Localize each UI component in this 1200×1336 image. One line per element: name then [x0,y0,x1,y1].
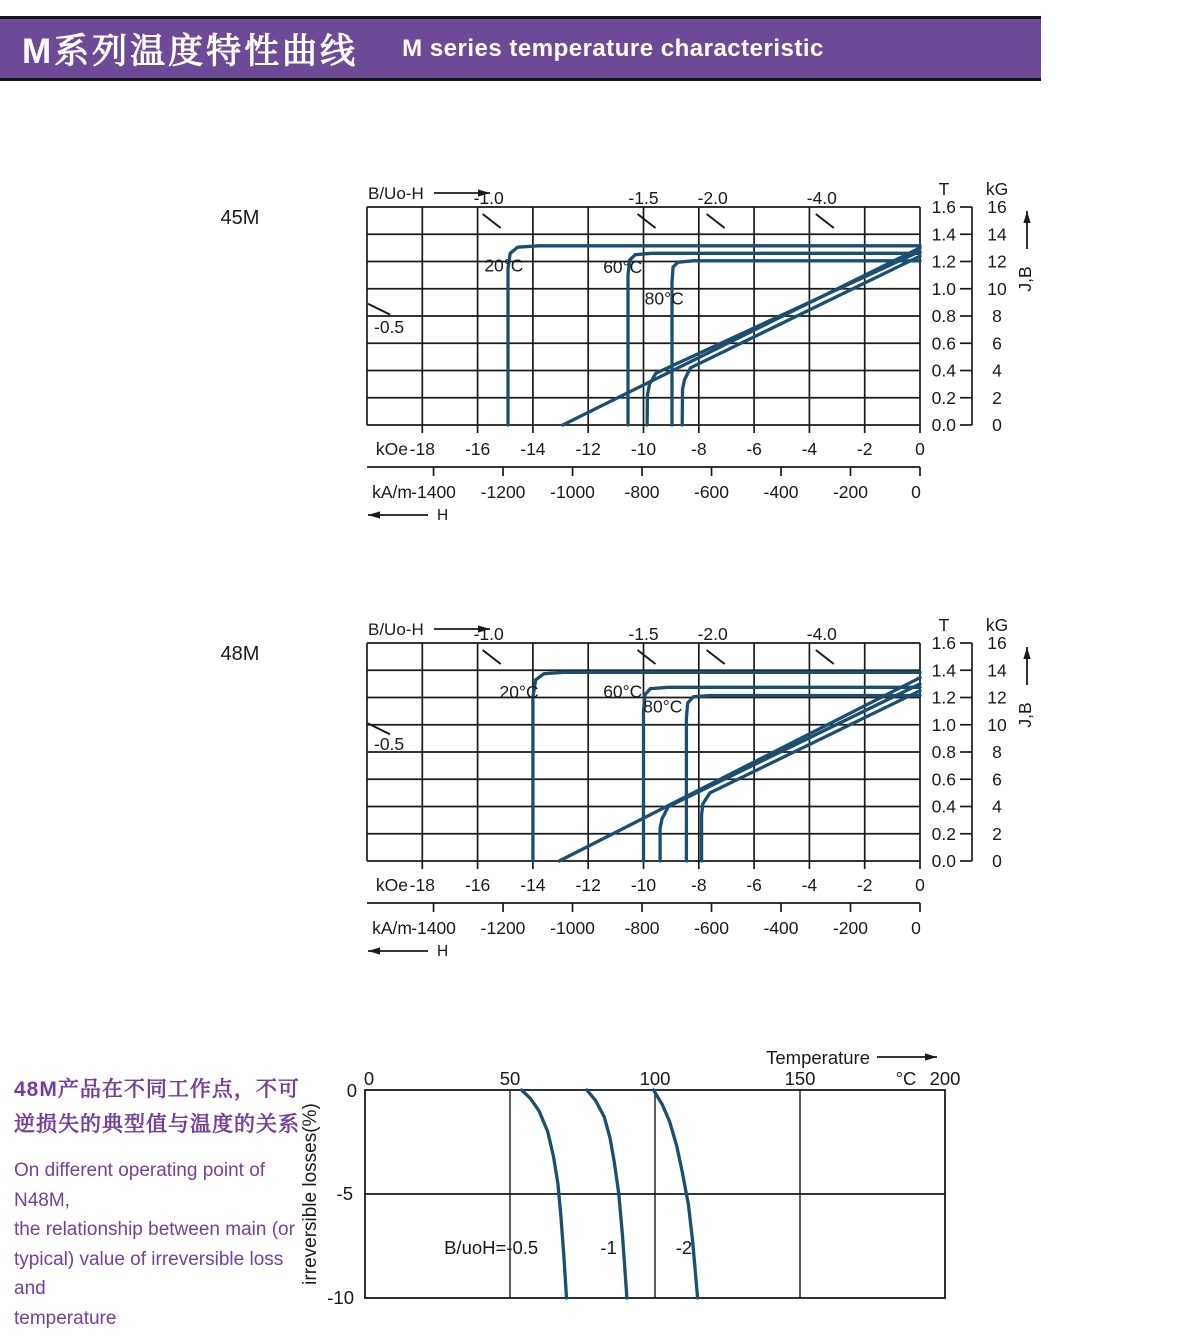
y-tick-T: 1.4 [931,224,956,245]
h-axis-label: H [437,943,449,960]
y-tick-kG: 2 [992,387,1002,408]
x-unit-secondary: kA/m [372,918,412,938]
y-tick-kG: 10 [987,714,1007,735]
y-tick-kG: 14 [987,224,1007,245]
y-tick-label: -10 [327,1287,354,1308]
y-tick-T: 0.0 [931,415,956,435]
y-unit-T: T [938,179,950,199]
y-tick-T: 0.0 [931,851,956,871]
load-line-label: -2.0 [697,624,728,644]
chart-demag-48M [180,600,1060,970]
x-unit-secondary: kA/m [372,482,412,502]
chart-title: 45M [220,207,260,229]
x-tick-label: -12 [575,875,601,895]
x-tick-label: -14 [520,439,546,459]
x-tick-label: -18 [409,439,435,459]
y-tick-kG: 0 [992,851,1002,871]
x-tick-secondary-label: -600 [694,918,730,938]
load-line-tick [483,650,501,664]
curve-label: 60°C [603,256,643,277]
x-tick-secondary-label: -200 [832,482,869,502]
x-tick-label: -12 [575,439,601,459]
load-line-label: -0.5 [374,733,405,754]
y-tick-kG: 16 [987,633,1007,653]
curve-label: 20°C [499,682,539,703]
y-tick-kG: 2 [992,823,1002,844]
y-tick-kG: 0 [992,415,1002,435]
jb-axis-label: J,B [1015,702,1035,728]
load-line-tick [638,650,656,664]
curve-label: 80°C [643,696,683,717]
plot-grid [367,207,920,425]
h-axis-label: H [437,507,449,524]
y-tick-kG: 12 [987,251,1007,272]
y-unit-kG: kG [985,615,1009,635]
jb-axis-arrow-head [1023,211,1030,223]
x-tick-secondary-label: 0 [911,482,921,502]
load-line-tick [483,214,501,228]
y-tick-T: 1.0 [931,714,956,735]
x-tick-label: -16 [464,439,491,459]
y-tick-T: 1.2 [931,687,956,708]
y-tick-kG: 4 [992,360,1002,381]
y-tick-kG: 16 [987,197,1007,217]
temperature-axis-label: Temperature [766,1047,870,1068]
x-tick-secondary-label: -1200 [480,918,526,938]
y-tick-T: 1.0 [931,278,956,299]
y-tick-label: -5 [336,1183,353,1204]
x-unit-primary: kOe [375,875,408,895]
y-tick-kG: 6 [992,333,1002,354]
y-axis-title: irreversible losses(%) [300,1103,321,1285]
x-tick-label: 200 [929,1068,961,1089]
temperature-axis-arrow-head [925,1053,937,1060]
curve-label: 80°C [644,288,684,309]
caption-english-line1: On different operating point of N48M, [14,1160,266,1211]
caption-english-line3: typical) value of irreversible loss and [14,1248,284,1299]
top-axis-label: B/Uo-H [368,184,424,203]
y-tick-T: 0.4 [931,360,956,381]
x-tick-secondary-label: -200 [832,918,869,938]
load-line-label: -1.0 [473,188,504,208]
load-line-tick [816,650,834,664]
loss-curve-label: B/uoH=-0.5 [444,1237,539,1259]
x-tick-secondary-label: -1400 [411,918,456,938]
caption-chinese-line1: 48M产品在不同工作点，不可 [14,1078,300,1101]
x-tick-label: -18 [409,875,435,895]
chart-title: 48M [220,643,260,665]
load-line-label: -1.5 [628,188,659,208]
load-line-tick [707,214,725,228]
load-line-tick [638,214,656,228]
y-unit-T: T [938,615,950,635]
load-line-label: -4.0 [806,188,837,208]
caption-english [14,1156,314,1333]
y-tick-T: 1.6 [931,633,956,653]
x-tick-secondary-label: 0 [911,918,921,938]
x-tick-label: 0 [915,439,925,459]
x-tick-label: -4 [801,875,818,895]
x-tick-label: 50 [499,1068,521,1089]
y-tick-kG: 8 [992,742,1002,762]
load-line-label: -1.0 [473,624,504,644]
x-unit-primary: kOe [375,439,408,459]
load-line-label: -2.0 [697,188,728,208]
loss-curve-label: -1 [600,1237,617,1259]
chart-irreversible-loss [280,1040,980,1330]
x-tick-label: -16 [464,875,491,895]
x-unit-label: °C [895,1068,917,1089]
h-axis-arrow-head [368,947,380,954]
x-tick-secondary-label: -1200 [480,482,526,502]
y-tick-label: 0 [346,1080,357,1101]
chart-demag-45M [180,165,1060,535]
load-line-tick [816,214,834,228]
load-line-label: -0.5 [374,316,405,337]
x-tick-label: -2 [856,875,873,895]
curve-label: 60°C [603,681,643,702]
x-tick-secondary-label: -600 [694,482,730,502]
x-tick-label: -10 [630,875,657,895]
y-tick-kG: 8 [992,306,1002,326]
x-tick-label: -4 [801,439,818,459]
x-tick-secondary-label: -1400 [411,482,456,502]
x-tick-secondary-label: -400 [763,918,799,938]
y-tick-T: 0.2 [931,823,956,844]
load-line-label: -4.0 [806,624,837,644]
y-tick-T: 0.6 [931,333,956,354]
x-tick-secondary-label: -1000 [550,482,595,502]
curve-B-80°C [682,256,920,425]
x-tick-label: 100 [639,1068,671,1089]
y-tick-T: 1.4 [931,660,956,681]
curve-label: 20°C [484,255,524,276]
y-tick-kG: 14 [987,660,1007,681]
caption-english-line2: the relationship between main (or [14,1219,295,1240]
caption-english-line4: temperature [14,1307,117,1329]
y-tick-kG: 12 [987,687,1007,708]
x-tick-label: 0 [915,875,925,895]
x-tick-secondary-label: -800 [624,482,660,502]
x-tick-label: -10 [630,439,657,459]
y-tick-T: 0.2 [931,387,956,408]
page-title-chinese: M系列温度特性曲线 [22,31,359,71]
x-tick-label: -6 [746,439,762,459]
y-tick-kG: 4 [992,796,1002,817]
y-tick-T: 0.4 [931,796,956,817]
y-unit-kG: kG [985,179,1009,199]
x-tick-label: -8 [691,439,707,459]
caption-block [14,1072,314,1333]
loss-curve-label: -2 [675,1237,693,1259]
load-line-tick [368,304,390,315]
x-tick-secondary-label: -400 [763,482,799,502]
page-title-english: M series temperature characteristic [402,34,824,62]
x-tick-secondary-label: -800 [624,918,660,938]
load-line-label: -1.5 [628,624,659,644]
y-tick-T: 0.6 [931,769,956,790]
x-tick-label: -14 [520,875,546,895]
y-tick-T: 0.8 [931,306,956,326]
y-tick-T: 1.6 [931,197,956,217]
top-axis-label: B/Uo-H [368,620,424,639]
x-tick-label: -2 [856,439,873,459]
caption-chinese-line2: 逆损失的典型值与温度的关系 [14,1113,300,1136]
load-line-tick [707,650,725,664]
x-tick-label: 0 [363,1068,375,1089]
curve-J-20°C [533,672,920,861]
h-axis-arrow-head [368,511,380,518]
y-tick-kG: 10 [987,278,1007,299]
jb-axis-arrow-head [1023,647,1030,659]
jb-axis-label: J,B [1015,266,1035,292]
page-title-banner [0,16,1041,81]
x-tick-secondary-label: -1000 [550,918,595,938]
y-tick-T: 1.2 [931,251,956,272]
x-tick-label: -6 [746,875,762,895]
y-tick-kG: 6 [992,769,1002,790]
x-tick-label: -8 [691,875,707,895]
y-tick-T: 0.8 [931,742,956,762]
x-tick-label: 150 [784,1068,816,1089]
